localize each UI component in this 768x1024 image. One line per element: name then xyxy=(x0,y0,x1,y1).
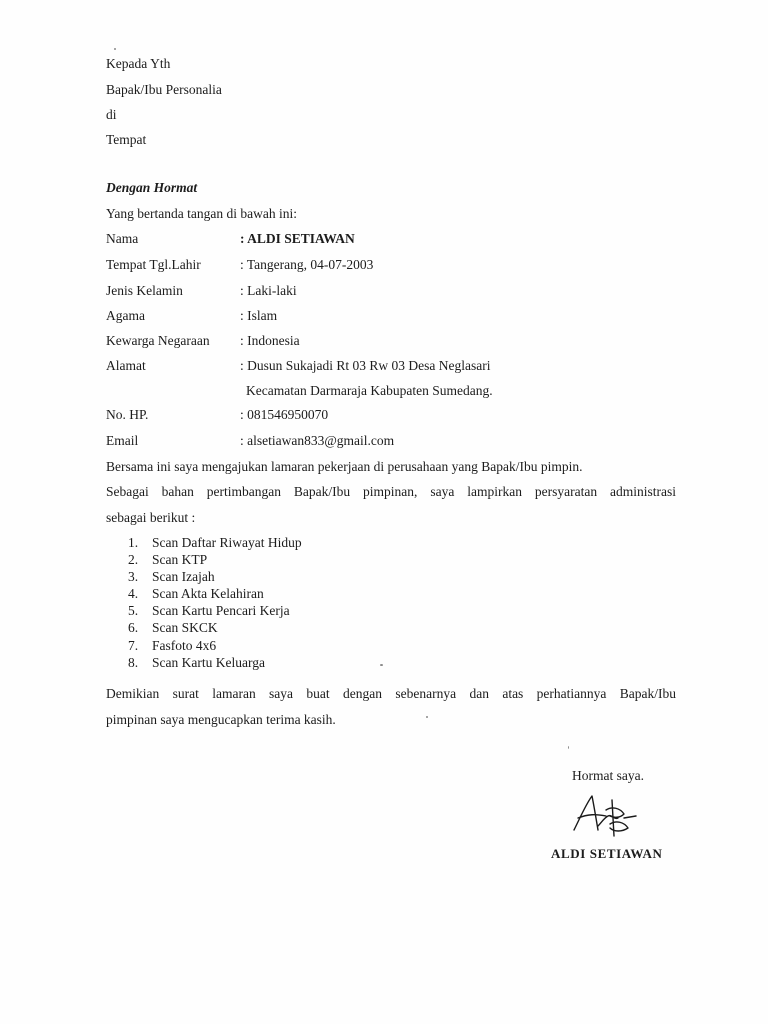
scan-speck xyxy=(426,716,428,718)
closing-paragraph-line: Demikian surat lamaran saya buat dengan sebenarnya dan atas perhatiannya Bapak/Ibu xyxy=(106,686,676,701)
recipient-line: Bapak/Ibu Personalia xyxy=(106,82,222,97)
handwritten-signature xyxy=(568,792,640,838)
field-label: Tempat Tgl.Lahir xyxy=(106,257,201,272)
body-paragraph-line: sebagai berikut : xyxy=(106,510,196,525)
body-paragraph-line: Sebagai bahan pertimbangan Bapak/Ibu pimpinan, saya lampirkan persyaratan administrasi xyxy=(106,484,676,499)
list-text: Scan SKCK xyxy=(152,620,218,636)
list-text: Fasfoto 4x6 xyxy=(152,637,217,653)
signatory-name: ALDI SETIAWAN xyxy=(551,846,663,861)
list-item xyxy=(128,637,302,654)
body-paragraph: Bersama ini saya mengajukan lamaran pekerjaan di perusahaan yang Bapak/Ibu pimpin. xyxy=(106,459,583,474)
list-item xyxy=(128,568,302,585)
list-text: Scan Akta Kelahiran xyxy=(152,586,264,602)
closing-paragraph-line: pimpinan saya mengucapkan terima kasih. xyxy=(106,712,336,727)
list-item xyxy=(128,585,302,602)
recipient-line: Kepada Yth xyxy=(106,56,171,71)
intro-text: Yang bertanda tangan di bawah ini: xyxy=(106,206,297,221)
field-label: Jenis Kelamin xyxy=(106,283,183,298)
list-text: Scan Daftar Riwayat Hidup xyxy=(152,535,302,550)
list-number: 2. xyxy=(128,552,139,568)
field-label: Kewarga Negaraan xyxy=(106,333,210,348)
field-value: : ALDI SETIAWAN xyxy=(240,231,355,246)
address-continued: Kecamatan Darmaraja Kabupaten Sumedang. xyxy=(246,383,493,398)
field-value: : Tangerang, 04-07-2003 xyxy=(240,257,374,272)
closing-salutation: Hormat saya. xyxy=(572,768,644,783)
list-number: 7. xyxy=(128,637,139,653)
scan-speck xyxy=(114,48,116,50)
list-number: 6. xyxy=(128,620,139,636)
list-item xyxy=(128,534,302,551)
field-value: : Indonesia xyxy=(240,333,300,348)
recipient-line: di xyxy=(106,107,117,122)
field-label: Alamat xyxy=(106,358,146,373)
field-label: Nama xyxy=(106,231,139,246)
list-text: Scan Kartu Keluarga xyxy=(152,654,265,670)
recipient-line: Tempat xyxy=(106,132,147,147)
scan-speck xyxy=(568,746,569,749)
attachment-list xyxy=(128,534,302,671)
list-item xyxy=(128,619,302,636)
list-text: Scan Izajah xyxy=(152,569,215,585)
field-label: Agama xyxy=(106,308,145,323)
field-label: No. HP. xyxy=(106,407,149,422)
list-number: 1. xyxy=(128,535,139,550)
list-number: 5. xyxy=(128,603,139,619)
field-value: : Dusun Sukajadi Rt 03 Rw 03 Desa Neglasari xyxy=(240,358,491,373)
list-text: Scan Kartu Pencari Kerja xyxy=(152,603,290,619)
list-item xyxy=(128,602,302,619)
list-item xyxy=(128,551,302,568)
field-label: Email xyxy=(106,433,139,448)
field-value: : Laki-laki xyxy=(240,283,297,298)
list-number: 8. xyxy=(128,654,139,670)
field-value: : 081546950070 xyxy=(240,407,329,422)
field-value: : Islam xyxy=(240,308,278,323)
list-text: Scan KTP xyxy=(152,552,208,568)
greeting: Dengan Hormat xyxy=(106,180,198,195)
field-value: : alsetiawan833@gmail.com xyxy=(240,433,395,448)
scan-speck xyxy=(380,664,383,666)
list-number: 3. xyxy=(128,569,139,585)
list-number: 4. xyxy=(128,586,139,602)
list-item xyxy=(128,654,302,671)
